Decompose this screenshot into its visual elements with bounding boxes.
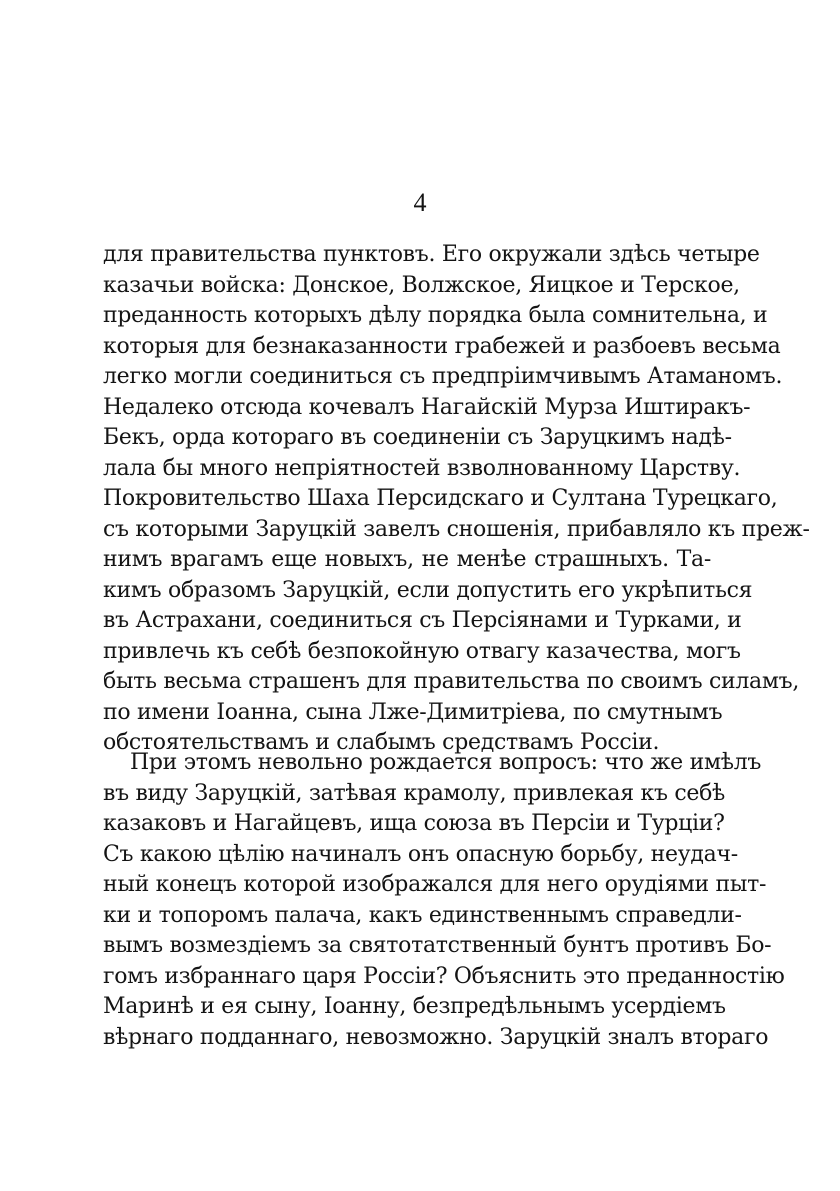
text-line: въ Астрахани, соединиться съ Персіянами и Турками, и [103,608,742,633]
text-line: Недалеко отсюда кочевалъ Нагайскій Мурза Иштиракъ- [103,394,751,420]
text-line: кимъ образомъ Заруцкій, если допустить его укрѣпиться [103,577,753,603]
page-number: 4 [413,188,427,217]
text-line: въ виду Заруцкій, затѣвая крамолу, привлекая къ себѣ [103,780,726,806]
text-line: Покровительство Шаха Персидскаго и Султана Турецкаго, [103,486,778,511]
text-line: Бекъ, орда котораго въ соединеніи съ Заруцкимъ надѣ- [103,425,732,450]
text-line: При этомъ невольно рождается вопросъ: что же имѣлъ [130,750,762,775]
paragraph-2 [103,748,785,1053]
text-line: которыя для безнаказанности грабежей и разбоевъ весьма [103,333,781,359]
text-line: Маринѣ и ея сыну, Іоанну, безпредѣльнымъ усердіемъ [103,994,726,1019]
text-line: по имени Іоанна, сына Лже-Димитріева, по смутнымъ [103,699,723,725]
text-line: лала бы много непріятностей взволнованному Царству. [103,455,741,481]
text-line: гомъ избраннаго царя Россіи? Объяснить это преданностію [103,963,785,989]
text-line: быть весьма страшенъ для правительства по своимъ силамъ, [103,669,800,694]
text-line: вымъ возмездіемъ за святотатственный бунтъ противъ Бо- [103,933,772,958]
text-line: нимъ врагамъ еще новыхъ, не менѣе страшныхъ. Та- [103,547,711,572]
text-line: привлечь къ себѣ безпокойную отвагу казачества, могъ [103,638,741,664]
text-line: съ которыми Заруцкій завелъ сношенія, прибавляло къ преж- [103,516,810,542]
text-line: казаковъ и Нагайцевъ, ища союза въ Персіи и Турціи? [103,811,725,836]
paragraph-1 [103,240,810,759]
text-line: легко могли соединиться съ предпріимчивымъ Атаманомъ. [103,364,783,389]
text-line: ный конецъ которой изображался для него орудіями пыт- [103,872,767,897]
text-line: преданность которыхъ дѣлу порядка была сомнительна, и [103,303,768,328]
text-line: обстоятельствамъ и слабымъ средствамъ Россіи. [103,730,660,755]
text-line: Съ какою цѣлію начиналъ онъ опасную борьбу, неудач- [103,841,738,867]
text-line: ки и топоромъ палача, какъ единственнымъ справедли- [103,902,742,928]
text-line: казачьи войска: Донское, Волжское, Яицкое и Терское, [103,272,740,298]
text-line: вѣрнаго подданнаго, невозможно. Заруцкій зналъ втораго [103,1024,769,1050]
text-line: для правительства пунктовъ. Его окружали здѣсь четыре [103,242,760,267]
